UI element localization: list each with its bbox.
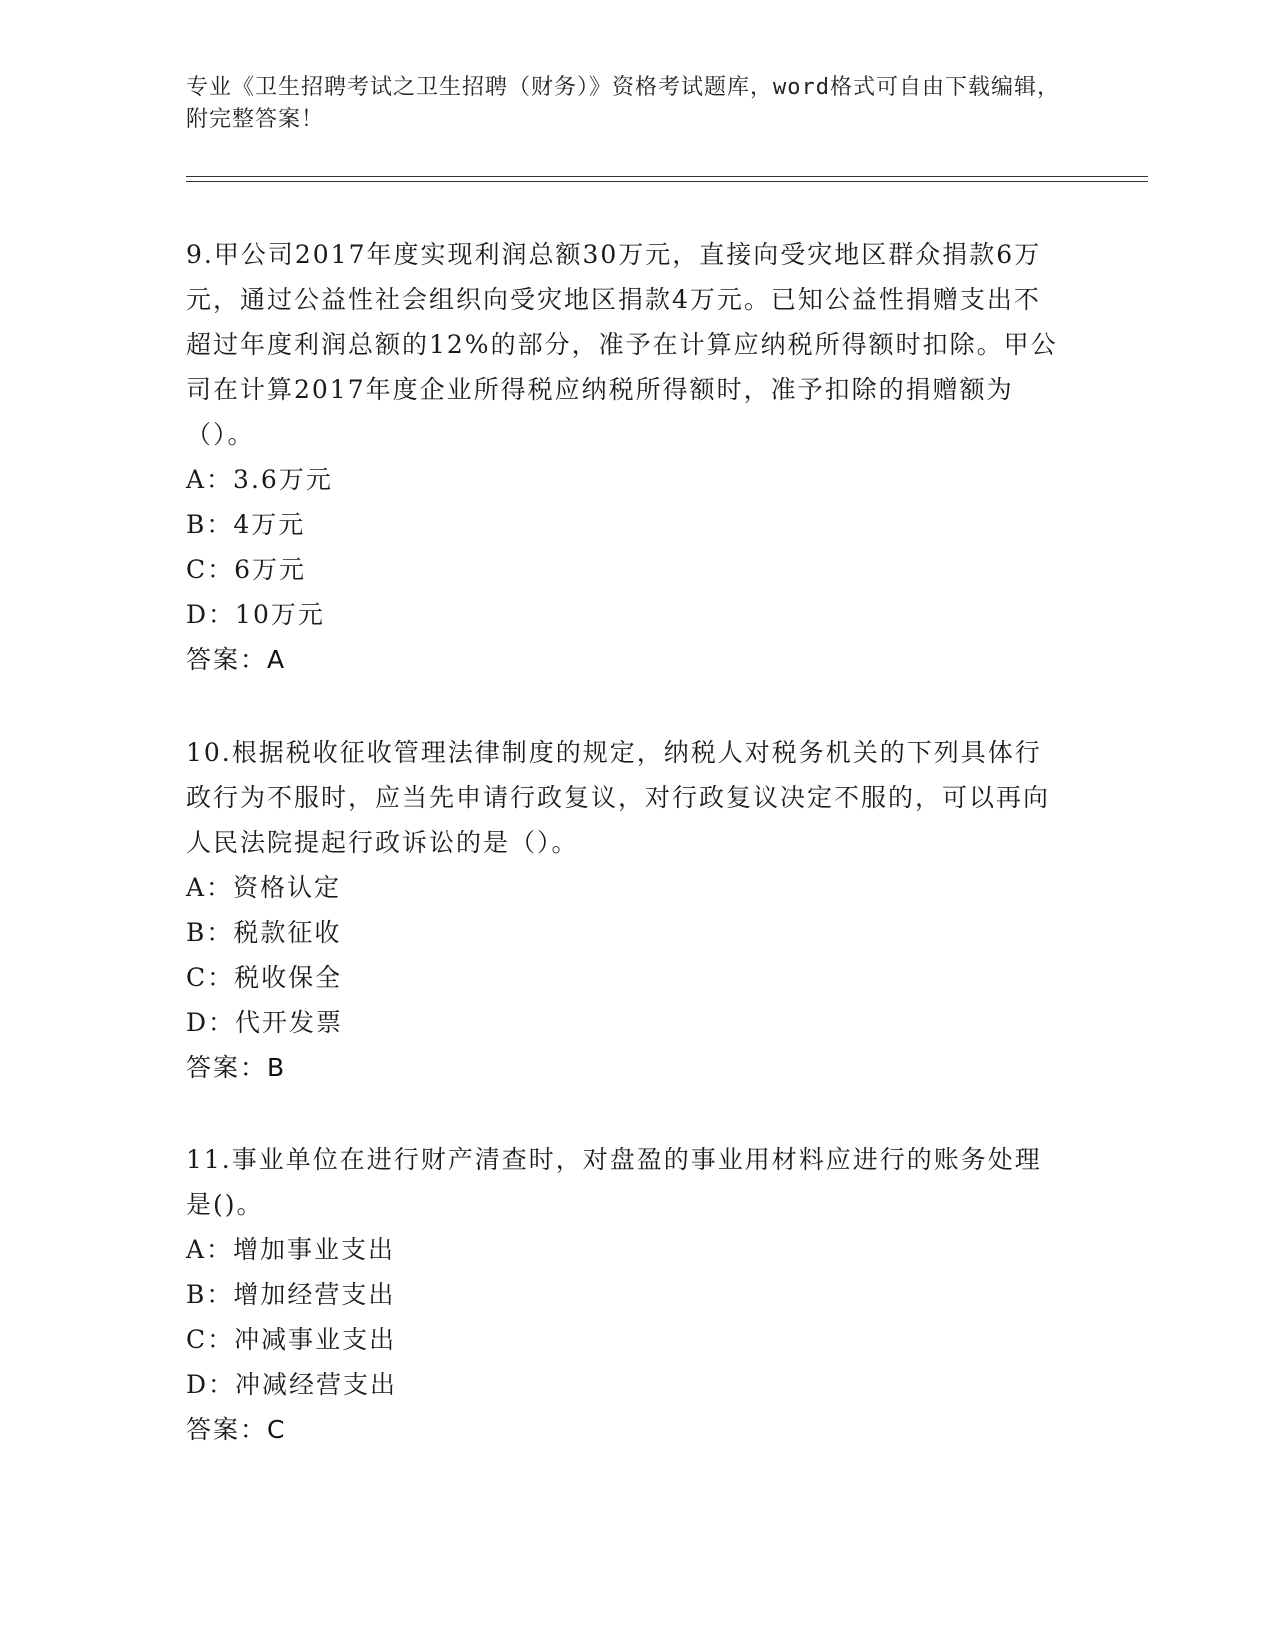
- document-header: 专业《卫生招聘考试之卫生招聘（财务）》资格考试题库，word格式可自由下载编辑，附完整答案！: [186, 75, 1060, 132]
- question-stem: 9.甲公司2017年度实现利润总额30万元，直接向受灾地区群众捐款6万元，通过公益性社会组织向受灾地区捐款4万元。已知公益性捐赠支出不超过年度利润总额的12%的部分，准予在计算应纳税所得额时扣除。甲公司在计算2017年度企业所得税应纳税所得额时，准予扣除的捐赠额为（）。: [186, 240, 1058, 449]
- option-a: A：增加事业支出: [186, 1235, 396, 1264]
- answer: 答案：C: [186, 1415, 287, 1444]
- option-d: D：代开发票: [186, 1008, 344, 1037]
- question-11: [186, 1137, 1066, 1452]
- option-d: D：10万元: [186, 600, 325, 629]
- option-c: C：6万元: [186, 555, 307, 584]
- option-a: A：资格认定: [186, 873, 342, 902]
- option-c: C：冲减事业支出: [186, 1325, 397, 1354]
- question-stem: 10.根据税收征收管理法律制度的规定，纳税人对税务机关的下列具体行政行为不服时，应当先申请行政复议，对行政复议决定不服的，可以再向人民法院提起行政诉讼的是（）。: [186, 738, 1051, 857]
- option-b: B：增加经营支出: [186, 1280, 396, 1309]
- answer: 答案：B: [186, 1053, 287, 1082]
- option-d: D：冲减经营支出: [186, 1370, 398, 1399]
- answer: 答案：A: [186, 645, 287, 674]
- header-divider-top: [186, 176, 1148, 177]
- option-b: B：税款征收: [186, 918, 342, 947]
- question-9: [186, 232, 1066, 682]
- option-c: C：税收保全: [186, 963, 343, 992]
- question-stem: 11.事业单位在进行财产清查时，对盘盈的事业用材料应进行的账务处理是()。: [186, 1145, 1042, 1219]
- option-a: A：3.6万元: [186, 465, 333, 494]
- header-divider-bottom: [186, 181, 1148, 182]
- option-b: B：4万元: [186, 510, 306, 539]
- question-10: [186, 730, 1066, 1090]
